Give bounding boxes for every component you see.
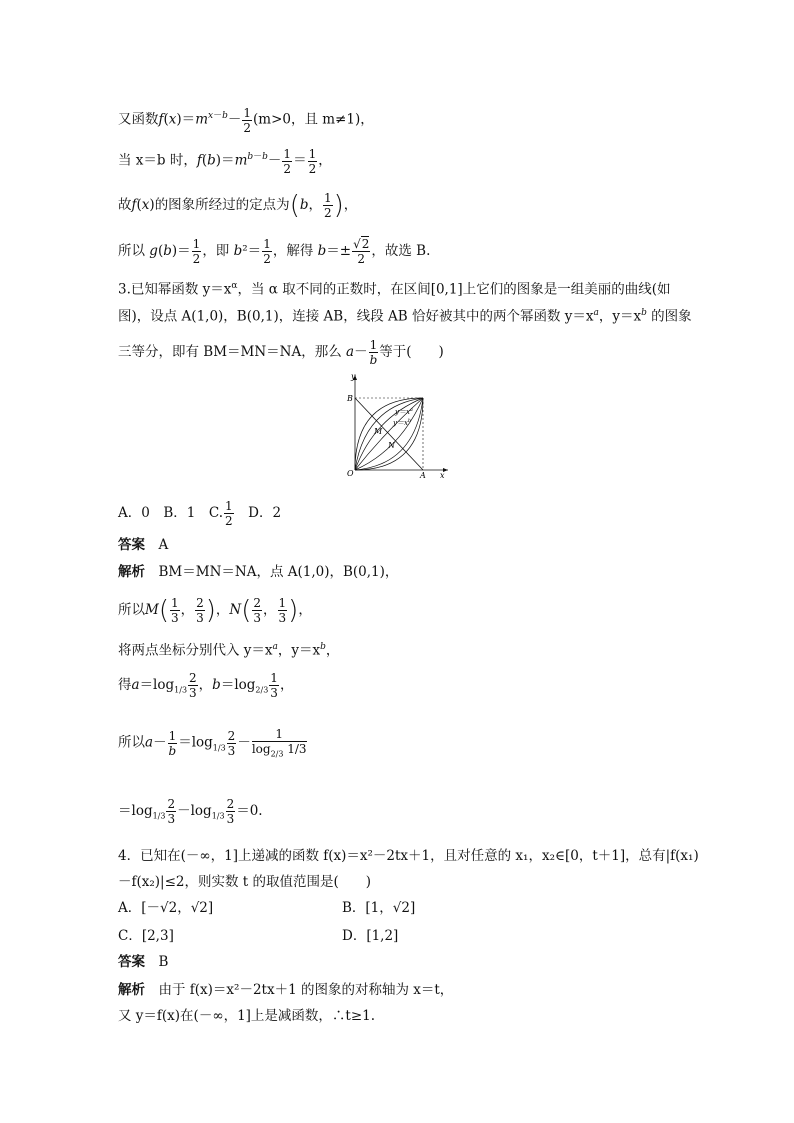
fig-label-M: M: [374, 427, 383, 436]
analysis-line-1: [118, 562, 398, 582]
fig-label-x: x: [440, 471, 445, 480]
q4-choice-a[interactable]: A．[－√2，√2]: [118, 900, 214, 916]
fig-label-y-xb: $y=x^b$: [393, 418, 412, 427]
analysis-label: 解析: [118, 564, 145, 580]
text: BM＝MN＝NA，点 A(1,0)，B(0,1)，: [158, 564, 399, 580]
analysis-label: 解析: [118, 982, 145, 998]
choice-b[interactable]: B．1: [163, 505, 196, 521]
fig-label-B: B: [347, 394, 353, 403]
text: 的图象所经过的定点为: [154, 197, 290, 213]
choice-c[interactable]: C. $\frac{1}{2}$: [208, 499, 233, 528]
q4-choice-d[interactable]: D．[1,2]: [342, 928, 399, 944]
text: 又 y＝f(x)在(－∞，1]上是减函数，∴t≥1.: [118, 1008, 376, 1024]
text: (m>0，且 m≠1)，: [253, 111, 374, 128]
text: －f(x₂)|≤2，则实数 t 的取值范围是( ): [118, 874, 372, 890]
text: 将两点坐标分别代入 y＝x: [118, 642, 273, 659]
fig-label-y-xa: $y=x^a$: [395, 407, 413, 416]
answer-value: A: [158, 537, 169, 553]
q3-line-1: 3.已知幂函数 $y=x^\alpha$，当 α 取不同的正数时，在区间[0,1]上它们的图象是一组美丽的曲线(如: [118, 281, 671, 298]
fig-label-N: N: [388, 441, 395, 450]
analysis-line-5: 所以a－ $\frac{1}{b}$ $=\log_{1/3}$ $\frac{2}{3}$ － $\frac{1}{\log_{2/3} 1/3}$: [118, 727, 307, 759]
text: 得: [118, 677, 132, 693]
answer-label: 答案: [118, 537, 145, 553]
line-1: 又函数$f(x)=m^{x-b}-$ $\frac{1}{2}$ (m>0，且 m≠1)，: [118, 105, 374, 135]
answer-q3: [118, 535, 168, 555]
text: 图)，设点 A(1,0)，B(0,1)，连接 AB，线段 AB 恰好被其中的两个幂函数 y＝x: [118, 308, 594, 325]
text: 4．已知在(－∞，1]上递减的函数 f(x)＝x²－2tx＋1，且对任意的 x₁，x₂∈[0，t＋1]，总有|f(x₁): [118, 848, 699, 864]
text: 故: [118, 197, 132, 213]
analysis-line-4: 得$a=\log_{1/3}$ $\frac{2}{3}$ ，$b=\log_{2/3}$ $\frac{1}{3}$ ，: [118, 671, 294, 700]
line-2: 当 x＝b 时，$f(b)=m^{b-b}-$ $\frac{1}{2}$ ＝ $\frac{1}{2}$ ，: [118, 146, 332, 176]
text: 三等分，即有 BM＝MN＝NA，那么: [118, 344, 342, 360]
fig-label-A: A: [420, 471, 426, 480]
text: 所以: [118, 602, 145, 618]
q3-choices: [118, 500, 281, 527]
analysis-q4-line-2: [118, 1006, 375, 1026]
answer-value: B: [158, 954, 169, 970]
analysis-line-6: $=\log_{1/3}$ $\frac{2}{3}$ $-\log_{1/3}$ $\frac{2}{3}$ ＝0.: [118, 797, 263, 826]
fig-label-O: O: [347, 469, 354, 478]
q4-line-1: [118, 846, 699, 866]
text: 所以: [118, 243, 145, 259]
line-3: 故f(x)的图象所经过的定点为(b， $\frac{1}{2}$ )，: [118, 190, 358, 221]
text: 等于( ): [379, 344, 444, 360]
fig-label-y: y: [351, 372, 356, 381]
analysis-line-2: 所以M( $\frac{1}{3}$ ， $\frac{2}{3}$ )，N( $\frac{2}{3}$ ， $\frac{1}{3}$ )，: [118, 595, 312, 626]
text: 所以: [118, 734, 145, 751]
text: 又函数: [118, 111, 159, 128]
text: ，解得: [272, 243, 314, 259]
q3-line-2: 图)，设点 A(1,0)，B(0,1)，连接 AB，线段 AB 恰好被其中的两个幂函数 $y=x^a$，$y=x^b$ 的图象: [118, 308, 692, 325]
text: 当 x＝b 时，: [118, 152, 197, 169]
text: ，即: [202, 243, 230, 259]
choice-d[interactable]: D．2: [248, 505, 282, 521]
line-4: 所以 g(b)＝ $\frac{1}{2}$ ，即 b²＝ $\frac{1}{2}$ ，解得 b＝± $\frac{√2}{2}$ ，故选 B.: [118, 237, 431, 266]
power-function-figure: [340, 370, 450, 480]
text: 3.已知幂函数 y＝x: [118, 281, 232, 298]
analysis-line-3: 将两点坐标分别代入 $y=x^a$，$y=x^b$，: [118, 642, 340, 659]
text: 由于 f(x)＝x²－2tx＋1 的图象的对称轴为 x＝t，: [158, 982, 454, 998]
q4-line-2: [118, 872, 371, 892]
text: ，当 α 取不同的正数时，在区间[0,1]上它们的图象是一组美丽的曲线(如: [237, 281, 671, 298]
q4-choice-c[interactable]: C．[2,3]: [118, 928, 174, 944]
q4-choice-b[interactable]: B．[1，√2]: [342, 900, 416, 916]
text: ，y＝x: [598, 308, 642, 325]
text: ，y＝x: [277, 642, 321, 659]
answer-label: 答案: [118, 954, 145, 970]
text: ，故选 B.: [371, 243, 431, 259]
q3-line-3: 三等分，即有 BM＝MN＝NA，那么 a－ $\frac{1}{b}$ 等于( ): [118, 338, 444, 367]
choice-a[interactable]: A．0: [118, 505, 150, 521]
analysis-q4-line-1: [118, 980, 453, 1000]
answer-q4: [118, 952, 168, 972]
text: ，: [325, 642, 340, 659]
text: 的图象: [646, 308, 692, 325]
